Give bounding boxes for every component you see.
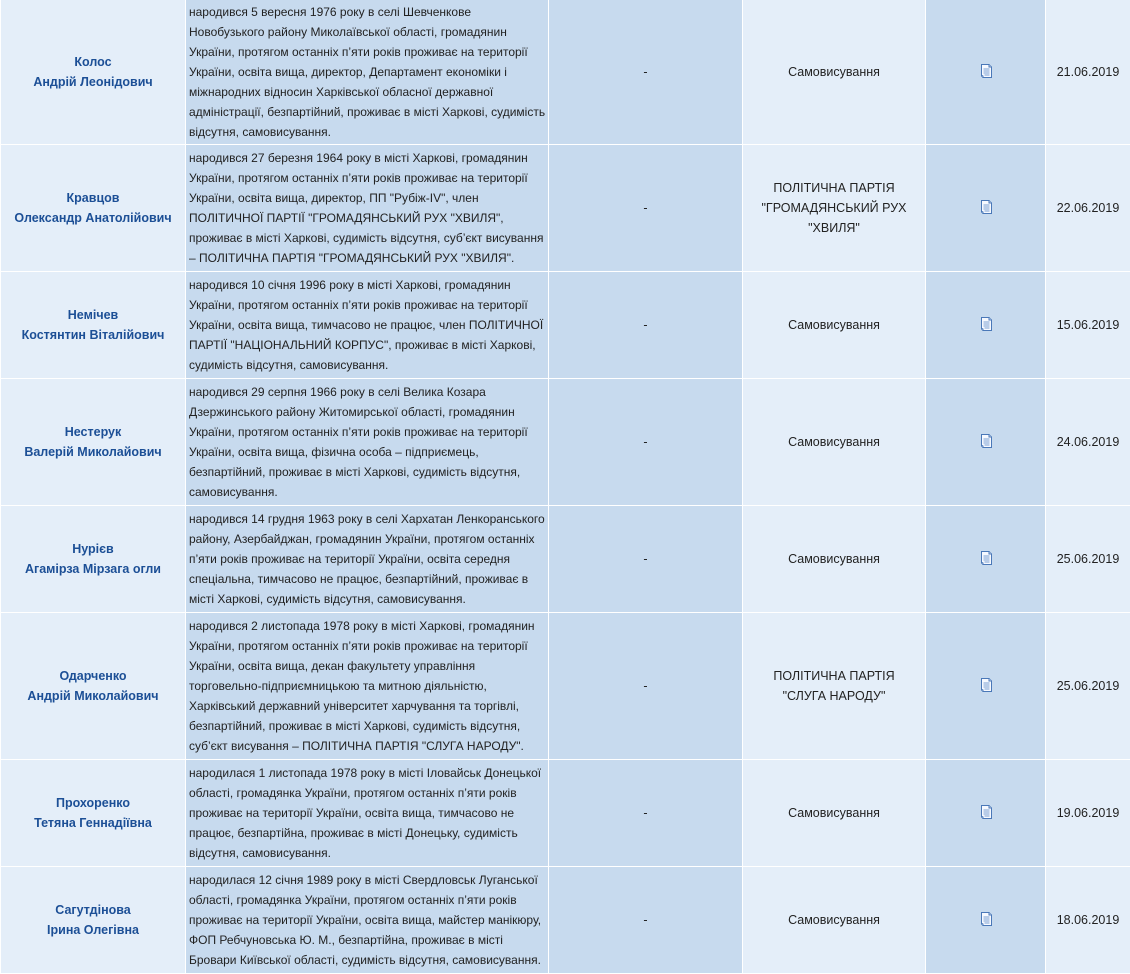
candidate-bio: народився 27 березня 1964 року в місті Харкові, громадянин України, протягом останніх п’яти років проживає на території України, освіта вища, директор, ПП "Рубіж-IV", член ПОЛІТИЧНОЇ ПАРТІЇ "ГРОМАДЯНСЬКИЙ РУХ "ХВИЛЯ", проживає в місті Харкові, судимість відсутня, суб’єкт висування – ПОЛІТИЧНА ПАРТІЯ "ГРОМАДЯНСЬКИЙ РУХ "ХВИЛЯ". [186,148,548,268]
candidate-bio-cell [186,379,549,506]
candidate-document-cell [926,272,1046,379]
candidate-subject-cell [743,145,926,272]
candidate-document-cell [926,613,1046,760]
candidate-document-cell [926,506,1046,613]
candidate-date-cell [1046,613,1130,760]
candidate-bio: народився 29 серпня 1966 року в селі Велика Козара Дзержинського району Житомирської області, громадянин України, протягом останніх п’яти років проживає на території України, освіта вища, фізична особа – підприємець, безпартійний, проживає в місті Харкові, судимість відсутня, самовисування. [186,382,548,502]
candidate-subject-cell [743,613,926,760]
candidate-registration-date: 24.06.2019 [1057,435,1120,449]
candidate-nomination-subject: Самовисування [743,315,925,335]
candidate-extra-cell [549,272,743,379]
candidate-row [1,272,1130,379]
candidate-nomination-subject: Самовисування [743,62,925,82]
candidate-row [1,506,1130,613]
document-icon[interactable] [978,677,994,693]
candidate-name-cell [1,379,186,506]
candidate-registration-date: 25.06.2019 [1057,552,1120,566]
candidate-bio-cell [186,0,549,145]
candidate-bio: народився 10 січня 1996 року в місті Харкові, громадянин України, протягом останніх п’яти років проживає на території України, освіта вища, тимчасово не працює, член ПОЛІТИЧНОЇ ПАРТІЇ "НАЦІОНАЛЬНИЙ КОРПУС", проживає в місті Харкові, судимість відсутня, самовисування. [186,275,548,375]
candidate-extra-cell [549,760,743,867]
candidate-name-cell [1,867,186,974]
candidate-bio: народився 14 грудня 1963 року в селі Хархатан Ленкоранського району, Азербайджан, громадянин України, протягом останніх п’яти років проживає на території України, освіта середня спеціальна, тимчасово не працює, безпартійний, проживає в місті Харкові, судимість відсутня, самовисування. [186,509,548,609]
candidate-registration-date: 25.06.2019 [1057,679,1120,693]
candidate-row [1,760,1130,867]
candidate-registration-date: 22.06.2019 [1057,201,1120,215]
candidate-bio: народилася 1 листопада 1978 року в місті Іловайськ Донецької області, громадянка України, протягом останніх п’яти років проживає на території України, освіта вища, тимчасово не працює, безпартійна, проживає в місті Донецьку, судимість відсутня, самовисування. [186,763,548,863]
candidate-extra-cell [549,506,743,613]
candidate-last-name: Одарченко [1,666,185,686]
candidate-date-cell [1046,272,1130,379]
candidate-extra-value: - [643,552,647,566]
candidate-last-name: Кравцов [1,188,185,208]
candidate-registration-date: 18.06.2019 [1057,913,1120,927]
candidate-bio: народився 5 вересня 1976 року в селі Шевченкове Новобузького району Миколаївської області, громадянин України, протягом останніх п’яти років проживає на території України, освіта вища, директор, Департамент економіки і міжнародних відносин Харківської обласної державної адміністрації, безпартійний, проживає в місті Харкові, судимість відсутня, самовисування. [186,2,548,142]
candidate-date-cell [1046,867,1130,974]
candidate-extra-cell [549,867,743,974]
candidate-last-name: Нестерук [1,422,185,442]
candidate-row [1,145,1130,272]
candidate-subject-cell [743,506,926,613]
candidate-registration-date: 19.06.2019 [1057,806,1120,820]
candidate-nomination-subject: ПОЛІТИЧНА ПАРТІЯ "СЛУГА НАРОДУ" [743,666,925,706]
candidate-first-names: Тетяна Геннадіївна [1,813,185,833]
document-icon[interactable] [978,63,994,79]
candidate-first-names: Андрій Леонідович [1,72,185,92]
candidate-extra-value: - [643,435,647,449]
candidate-extra-value: - [643,913,647,927]
document-icon[interactable] [978,199,994,215]
candidate-first-names: Ірина Олегівна [1,920,185,940]
candidate-row [1,0,1130,145]
candidate-subject-cell [743,867,926,974]
candidate-name-cell [1,760,186,867]
candidate-name-cell [1,145,186,272]
candidate-first-names: Олександр Анатолійович [1,208,185,228]
candidate-bio: народилася 12 січня 1989 року в місті Свердловськ Луганської області, громадянка України, протягом останніх п’яти років проживає на території України, освіта вища, майстер манікюру, ФОП Ребчуновська Ю. М., безпартійна, проживає в місті Бровари Київської області, судимість відсутня, самовисування. [186,870,548,970]
candidate-date-cell [1046,760,1130,867]
candidate-extra-cell [549,145,743,272]
candidate-nomination-subject: Самовисування [743,803,925,823]
candidate-registration-date: 21.06.2019 [1057,65,1120,79]
document-icon[interactable] [978,804,994,820]
candidate-bio-cell [186,272,549,379]
candidate-bio: народився 2 листопада 1978 року в місті Харкові, громадянин України, протягом останніх п’яти років проживає на території України, освіта вища, декан факультету управління торговельно-підприємницькою та митною діяльністю, Харківський державний університет харчування та торгівлі, безпартійний, проживає в місті Харкові, судимість відсутня, суб’єкт висування – ПОЛІТИЧНА ПАРТІЯ "СЛУГА НАРОДУ". [186,616,548,756]
candidate-row [1,379,1130,506]
candidate-last-name: Нурієв [1,539,185,559]
candidate-last-name: Прохоренко [1,793,185,813]
candidate-first-names: Валерій Миколайович [1,442,185,462]
candidate-last-name: Колос [1,52,185,72]
document-icon[interactable] [978,316,994,332]
candidate-bio-cell [186,760,549,867]
candidate-subject-cell [743,0,926,145]
candidate-nomination-subject: Самовисування [743,549,925,569]
candidate-subject-cell [743,760,926,867]
candidate-last-name: Сагутдінова [1,900,185,920]
candidate-date-cell [1046,145,1130,272]
candidate-document-cell [926,867,1046,974]
candidate-first-names: Агамірза Мірзага огли [1,559,185,579]
candidate-nomination-subject: Самовисування [743,432,925,452]
candidate-extra-value: - [643,65,647,79]
candidate-row [1,613,1130,760]
candidate-name-cell [1,272,186,379]
candidate-extra-value: - [643,806,647,820]
document-icon[interactable] [978,550,994,566]
candidate-date-cell [1046,0,1130,145]
candidate-extra-cell [549,613,743,760]
candidate-date-cell [1046,379,1130,506]
candidate-extra-value: - [643,679,647,693]
candidate-document-cell [926,145,1046,272]
document-icon[interactable] [978,433,994,449]
candidate-name-cell [1,0,186,145]
document-icon[interactable] [978,911,994,927]
candidate-first-names: Андрій Миколайович [1,686,185,706]
candidate-last-name: Немічев [1,305,185,325]
candidate-extra-cell [549,379,743,506]
candidates-table-body [1,0,1130,974]
candidate-nomination-subject: ПОЛІТИЧНА ПАРТІЯ "ГРОМАДЯНСЬКИЙ РУХ "ХВИЛЯ" [743,178,925,238]
candidate-first-names: Костянтин Віталійович [1,325,185,345]
candidate-document-cell [926,760,1046,867]
candidate-subject-cell [743,379,926,506]
candidate-name-cell [1,613,186,760]
candidate-row [1,867,1130,974]
candidate-extra-value: - [643,201,647,215]
candidate-bio-cell [186,145,549,272]
candidate-extra-value: - [643,318,647,332]
candidate-extra-cell [549,0,743,145]
candidate-document-cell [926,0,1046,145]
candidate-name-cell [1,506,186,613]
candidate-bio-cell [186,506,549,613]
candidate-date-cell [1046,506,1130,613]
candidate-document-cell [926,379,1046,506]
candidate-bio-cell [186,613,549,760]
candidate-nomination-subject: Самовисування [743,910,925,930]
candidate-subject-cell [743,272,926,379]
candidate-bio-cell [186,867,549,974]
candidate-registration-date: 15.06.2019 [1057,318,1120,332]
